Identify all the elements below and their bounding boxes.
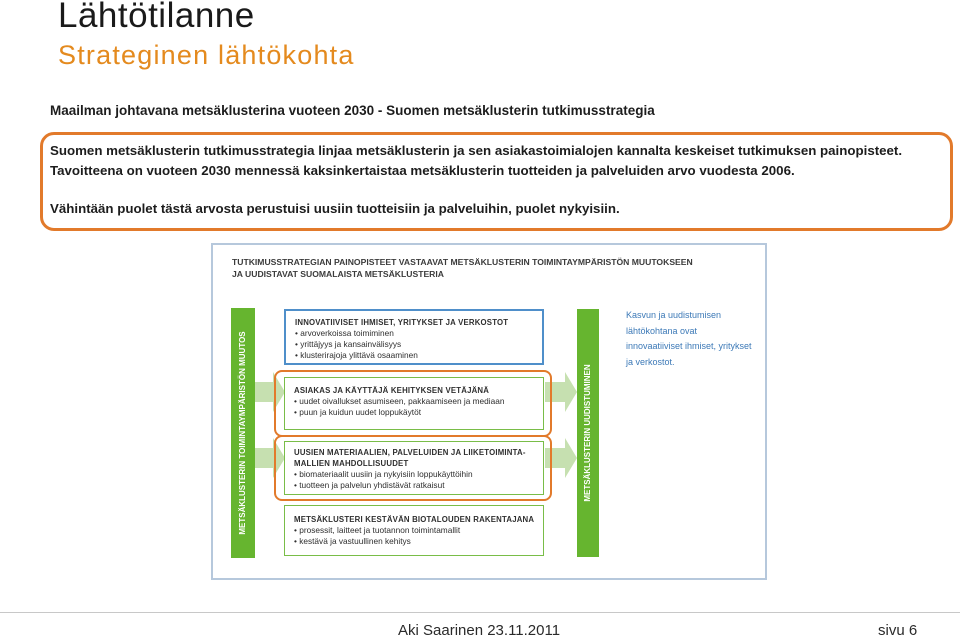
intro-paragraph-2: Vähintään puolet tästä arvosta perustuisi uusiin tuotteisiin ja palveluihin, puolet nykyisiin. [50,201,620,216]
focus-box-innovative-people [284,309,544,365]
list-item: • klusterirajoja ylittävä osaaminen [295,350,536,361]
list-item: • kestävä ja vastuullinen kehitys [294,536,537,547]
intro-text [50,141,945,219]
diagram-title-line-2: JA UUDISTAVAT SUOMALAISTA METSÄKLUSTERIA [232,269,444,279]
footer-divider [0,612,960,613]
intro-paragraph-1: Suomen metsäklusterin tutkimusstrategia linjaa metsäklusterin ja sen asiakastoimialojen kannalta keskeiset tutkimuksen painopisteet. Tavoitteena on vuoteen 2030 mennessä kaksinkertaistaa metsäklusterin tuotteiden ja palveluiden arvo vuodesta 2006. [50,143,903,178]
left-green-arrow [231,308,255,558]
diagram-title [232,256,752,280]
footer-page-number: sivu 6 [878,622,918,639]
diagram-title-line-1: TUTKIMUSSTRATEGIAN PAINOPISTEET VASTAAVAT METSÄKLUSTERIN TOIMINTAYMPÄRISTÖN MUUTOKSEEN [232,257,693,267]
highlight-box-customer-user [274,370,552,437]
right-green-arrow [577,309,599,557]
left-arrow-label: METSÄKLUSTERIN TOIMINTAYMPÄRISTÖN MUUTOS [238,331,247,535]
footer-author-date: Aki Saarinen 23.11.2011 [398,622,561,639]
focus-box-bioeconomy [284,505,544,556]
list-item: • prosessit, laitteet ja tuotannon toimintamallit [294,525,537,536]
right-arrow-label: METSÄKLUSTERIN UUDISTUMINEN [583,364,592,502]
list-item: • arvoverkoissa toimiminen [295,328,536,339]
growth-statement: Kasvun ja uudistumisen lähtökohtana ovat innovaatiiviset ihmiset, yritykset ja verkostot. [626,310,752,367]
box-title: ASIAKAS JA KÄYTTÄJÄ KEHITYKSEN VETÄJÄNÄ [294,386,490,395]
slide-title: Lähtötilanne [58,0,255,35]
slide-subtitle: Strateginen lähtökohta [58,40,355,70]
box-title: UUSIEN MATERIAALIEN, PALVELUIDEN JA LIIKETOIMINTA-MALLIEN MAHDOLLISUUDET [294,448,526,468]
list-item: • uudet oivallukset asumiseen, pakkaamiseen ja mediaan [294,396,537,407]
list-item: • puun ja kuidun uudet loppukäytöt [294,407,537,418]
section-heading: Maailman johtavana metsäklusterina vuoteen 2030 - Suomen metsäklusterin tutkimusstrategia [50,103,655,118]
list-item: • tuotteen ja palvelun yhdistävät ratkaisut [294,480,529,491]
list-item: • yrittäjyys ja kansainvälisyys [295,339,536,350]
box-title: INNOVATIIVISET IHMISET, YRITYKSET JA VERKOSTOT [295,318,509,327]
list-item: • biomateriaalit uusiin ja nykyisiin loppukäyttöihin [294,469,529,480]
box-title: METSÄKLUSTERI KESTÄVÄN BIOTALOUDEN RAKENTAJANA [294,515,535,524]
highlight-box-new-materials [274,435,552,501]
